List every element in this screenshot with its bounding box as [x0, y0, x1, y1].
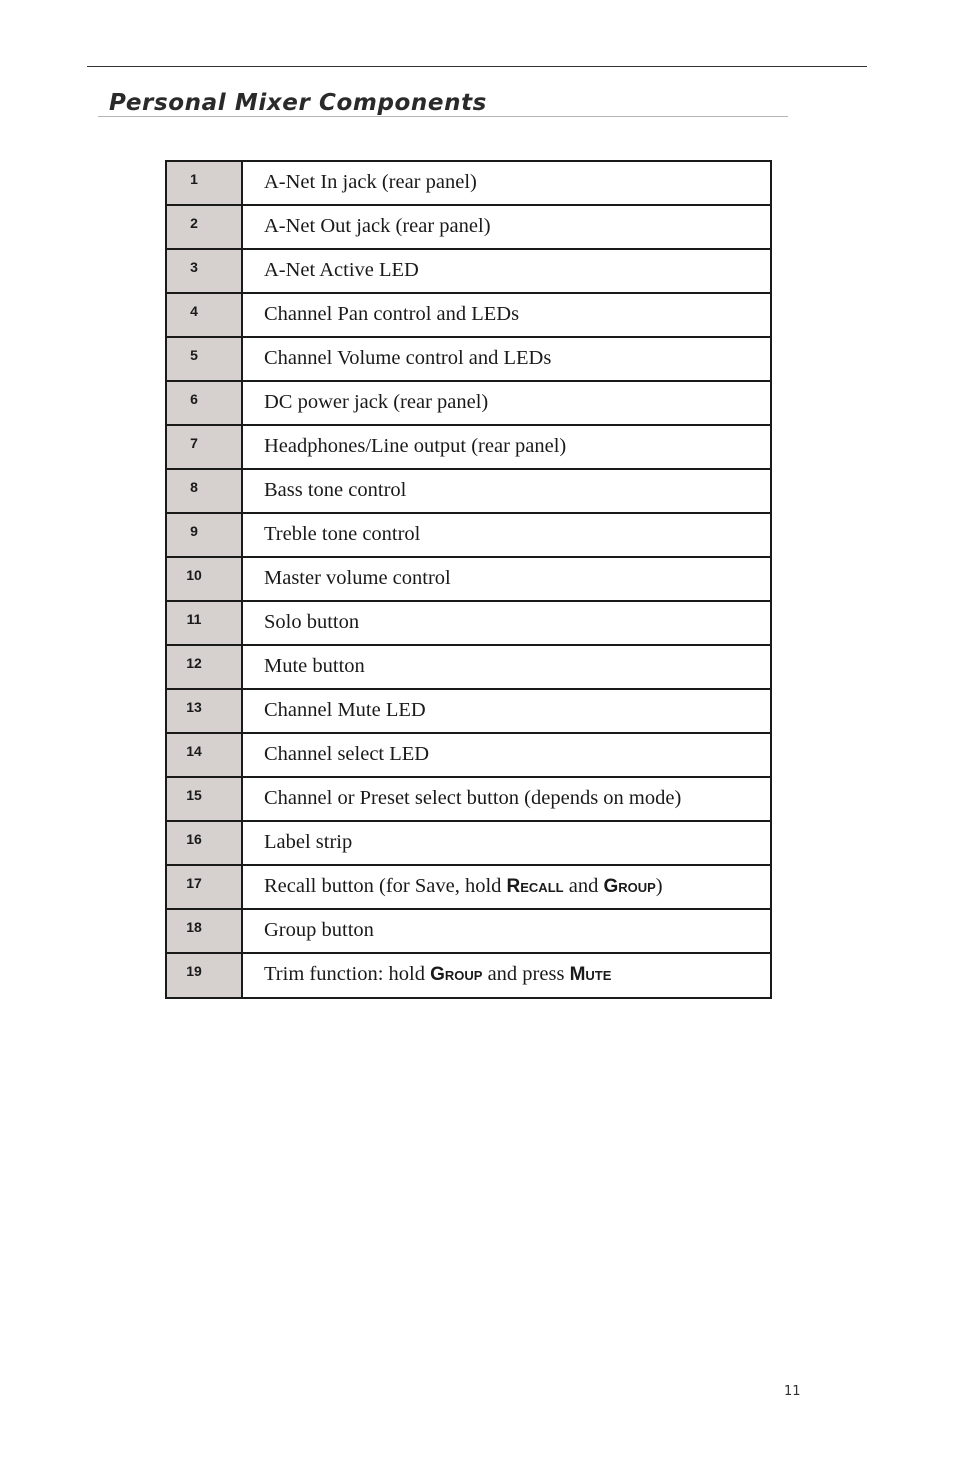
component-description-cell	[242, 601, 771, 645]
component-number-cell	[166, 381, 242, 425]
component-description	[243, 734, 770, 766]
table-row	[166, 249, 771, 293]
component-description-cell	[242, 337, 771, 381]
table-row	[166, 425, 771, 469]
table-row	[166, 645, 771, 689]
table-row	[166, 381, 771, 425]
component-description	[243, 514, 770, 546]
component-description	[243, 338, 770, 370]
component-description-cell	[242, 425, 771, 469]
component-number-cell	[166, 293, 242, 337]
component-number: 12	[186, 655, 202, 671]
component-description-cell	[242, 953, 771, 998]
component-number: 7	[190, 435, 198, 451]
description-text: Channel Pan control and LEDs	[264, 303, 520, 325]
component-number-cell	[166, 337, 242, 381]
description-text: Channel or Preset select button (depends on mode)	[264, 787, 682, 809]
component-number: 2	[190, 215, 198, 231]
component-description	[243, 866, 770, 899]
component-number: 10	[186, 567, 202, 583]
component-description	[243, 426, 770, 458]
component-description-cell	[242, 733, 771, 777]
key-name: Group	[603, 876, 656, 897]
table-row	[166, 865, 771, 909]
description-text: Headphones/Line output (rear panel)	[264, 435, 567, 457]
component-number-cell	[166, 645, 242, 689]
table-row	[166, 205, 771, 249]
table-row	[166, 557, 771, 601]
component-number: 17	[186, 875, 202, 891]
table-row	[166, 161, 771, 205]
component-description-cell	[242, 909, 771, 953]
component-description-cell	[242, 689, 771, 733]
description-text: )	[655, 875, 663, 897]
component-description-cell	[242, 381, 771, 425]
component-number-cell	[166, 777, 242, 821]
component-number-cell	[166, 425, 242, 469]
table-row	[166, 777, 771, 821]
component-description-cell	[242, 557, 771, 601]
component-description-cell	[242, 293, 771, 337]
description-text: Channel select LED	[264, 743, 430, 765]
description-text: Mute button	[264, 655, 365, 677]
component-description	[243, 558, 770, 590]
component-description-cell	[242, 469, 771, 513]
component-number-cell	[166, 865, 242, 909]
component-number: 9	[190, 523, 198, 539]
component-number: 3	[190, 259, 198, 275]
component-number: 16	[186, 831, 202, 847]
key-name: Mute	[569, 964, 612, 985]
component-description	[243, 822, 770, 854]
component-description	[243, 646, 770, 678]
component-description	[243, 294, 770, 326]
description-text: DC power jack (rear panel)	[264, 391, 489, 413]
table-row	[166, 293, 771, 337]
components-table-body	[166, 161, 771, 998]
component-number-cell	[166, 689, 242, 733]
table-row	[166, 689, 771, 733]
description-text: Master volume control	[264, 567, 451, 589]
component-description-cell	[242, 777, 771, 821]
component-number: 1	[190, 171, 198, 187]
table-row	[166, 821, 771, 865]
table-row	[166, 733, 771, 777]
title-underline	[98, 116, 788, 117]
component-number-cell	[166, 733, 242, 777]
component-description	[243, 250, 770, 282]
component-number-cell	[166, 601, 242, 645]
table-row	[166, 909, 771, 953]
description-text: A-Net In jack (rear panel)	[264, 171, 477, 193]
component-description-cell	[242, 161, 771, 205]
description-text: and press	[482, 963, 570, 985]
description-text: and	[563, 875, 604, 897]
component-number-cell	[166, 205, 242, 249]
description-text: Channel Volume control and LEDs	[264, 347, 552, 369]
key-name: Recall	[506, 876, 564, 897]
table-row	[166, 469, 771, 513]
component-description	[243, 954, 770, 987]
component-description-cell	[242, 645, 771, 689]
key-name: Group	[430, 964, 483, 985]
component-number-cell	[166, 513, 242, 557]
component-number-cell	[166, 249, 242, 293]
component-number-cell	[166, 821, 242, 865]
table-row	[166, 601, 771, 645]
component-number-cell	[166, 909, 242, 953]
description-text: Bass tone control	[264, 479, 407, 501]
component-description	[243, 382, 770, 414]
component-number: 19	[186, 963, 202, 979]
component-description	[243, 470, 770, 502]
description-text: Trim function: hold	[264, 963, 431, 985]
component-description-cell	[242, 865, 771, 909]
component-number: 6	[190, 391, 198, 407]
component-description	[243, 690, 770, 722]
component-number-cell	[166, 469, 242, 513]
component-number: 8	[190, 479, 198, 495]
component-description	[243, 206, 770, 238]
component-number: 14	[186, 743, 202, 759]
component-description-cell	[242, 513, 771, 557]
component-description-cell	[242, 205, 771, 249]
table-row	[166, 337, 771, 381]
description-text: Label strip	[264, 831, 353, 853]
component-number-cell	[166, 161, 242, 205]
component-description	[243, 910, 770, 942]
component-number-cell	[166, 557, 242, 601]
page-number: 11	[784, 1384, 801, 1399]
description-text: A-Net Out jack (rear panel)	[264, 215, 491, 237]
component-number: 18	[186, 919, 202, 935]
table-row	[166, 953, 771, 998]
description-text: Group button	[264, 919, 374, 941]
component-number: 5	[190, 347, 198, 363]
component-description	[243, 162, 770, 194]
table-row	[166, 513, 771, 557]
description-text: A-Net Active LED	[264, 259, 419, 281]
component-description	[243, 602, 770, 634]
components-table	[165, 160, 772, 999]
component-number: 4	[190, 303, 198, 319]
component-number: 13	[186, 699, 202, 715]
section-title: Personal Mixer Components	[109, 90, 487, 116]
component-description-cell	[242, 249, 771, 293]
component-number: 15	[186, 787, 202, 803]
component-number: 11	[186, 611, 202, 627]
component-number-cell	[166, 953, 242, 998]
description-text: Recall button (for Save, hold	[264, 875, 507, 897]
top-rule	[87, 66, 867, 67]
component-description-cell	[242, 821, 771, 865]
description-text: Channel Mute LED	[264, 699, 426, 721]
component-description	[243, 778, 770, 810]
description-text: Treble tone control	[264, 523, 421, 545]
description-text: Solo button	[264, 611, 360, 633]
